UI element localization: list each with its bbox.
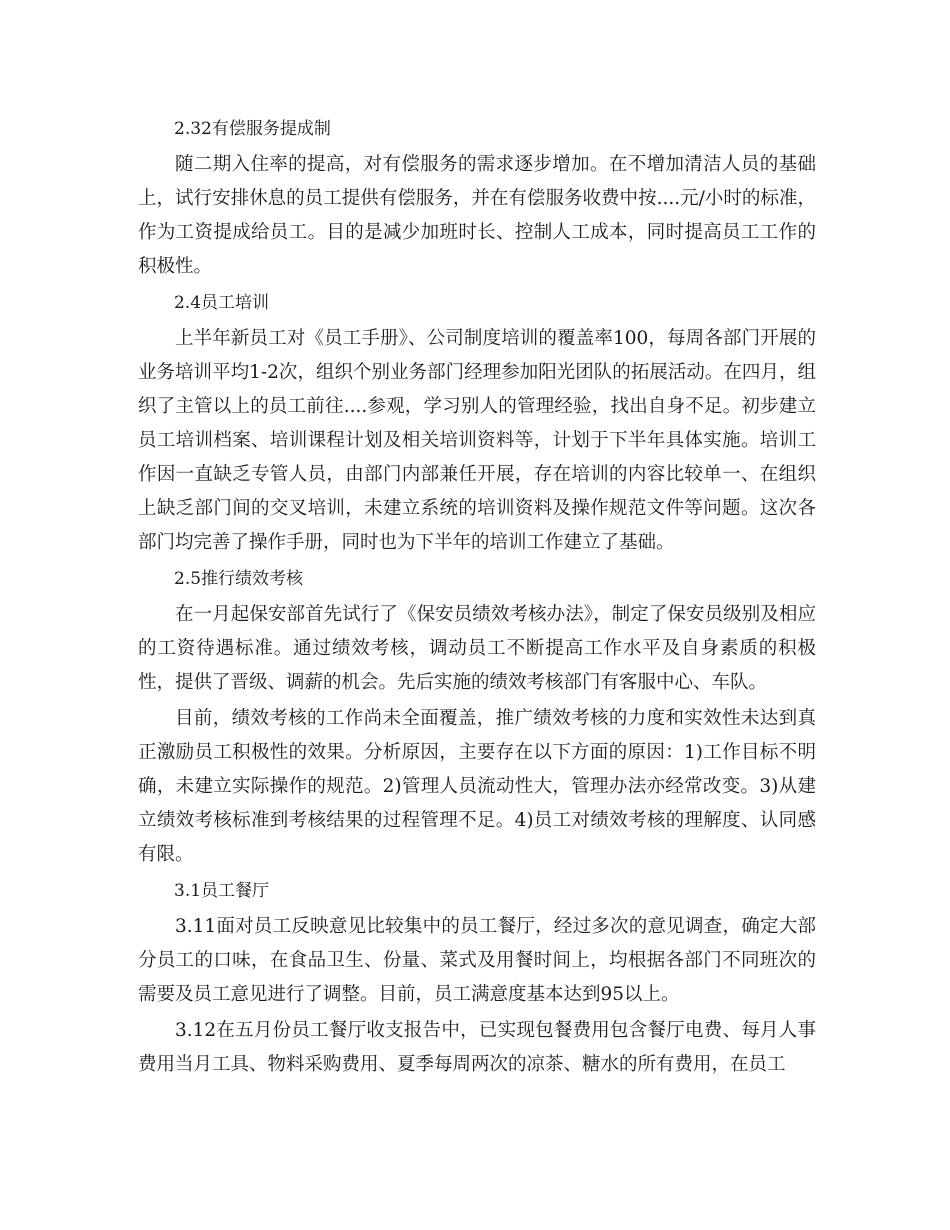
paragraph-staff-training: 上半年新员工对《员工手册》、公司制度培训的覆盖率100，每周各部门开展的业务培训平均1-2次，组织个别业务部门经理参加阳光团队的拓展活动。在四月，组织了主管以上的员工前往....参观，学习别人的管理经验，找出自身不足。初步建立员工培训档案、培训课程计划及相关培训资料等，计划于下半年具体实施。培训工作因一直缺乏专管人员，由部门内部兼任开展，存在培训的内容比较单一、在组织上缺乏部门间的交叉培训，未建立系统的培训资料及操作规范文件等问题。这次各部门均完善了操作手册，同时也为下半年的培训工作建立了基础。: [138, 328, 816, 553]
section-heading-performance-review: 2.5推行绩效考核: [174, 569, 304, 589]
document-body: [138, 112, 816, 1084]
section-heading-staff-canteen: 3.1员工餐厅: [174, 881, 270, 901]
paragraph-performance-review: 在一月起保安部首先试行了《保安员绩效考核办法》，制定了保安员级别及相应的工资待遇标准。通过绩效考核，调动员工不断提高工作水平及自身素质的积极性，提供了晋级、调薪的机会。先后实施的绩效考核部门有客服中心、车队。: [138, 604, 816, 693]
paragraph-canteen-report: 3.12在五月份员工餐厅收支报告中，已实现包餐费用包含餐厅电费、每月人事费用当月工具、物料采购费用、夏季每周两次的凉茶、糖水的所有费用，在员工: [138, 1020, 816, 1075]
section-heading-staff-training: 2.4员工培训: [174, 293, 270, 313]
paragraph-paid-service: 随二期入住率的提高，对有偿服务的需求逐步增加。在不增加清洁人员的基础上，试行安排休息的员工提供有偿服务，并在有偿服务收费中按....元/小时的标准，作为工资提成给员工。目的是减少加班时长、控制人工成本，同时提高员工工作的积极性。: [138, 154, 816, 277]
paragraph-performance-analysis: 目前，绩效考核的工作尚未全面覆盖，推广绩效考核的力度和实效性未达到真正激励员工积极性的效果。分析原因，主要存在以下方面的原因：1)工作目标不明确，未建立实际操作的规范。2)管理人员流动性大，管理办法亦经常改变。3)从建立绩效考核标准到考核结果的过程管理不足。4)员工对绩效考核的理解度、认同感有限。: [138, 708, 816, 865]
section-heading-paid-service: 2.32有偿服务提成制: [174, 119, 331, 139]
paragraph-canteen-survey: 3.11面对员工反映意见比较集中的员工餐厅，经过多次的意见调查，确定大部分员工的口味，在食品卫生、份量、菜式及用餐时间上，均根据各部门不同班次的需要及员工意见进行了调整。目前，员工满意度基本达到95以上。: [138, 916, 816, 1005]
